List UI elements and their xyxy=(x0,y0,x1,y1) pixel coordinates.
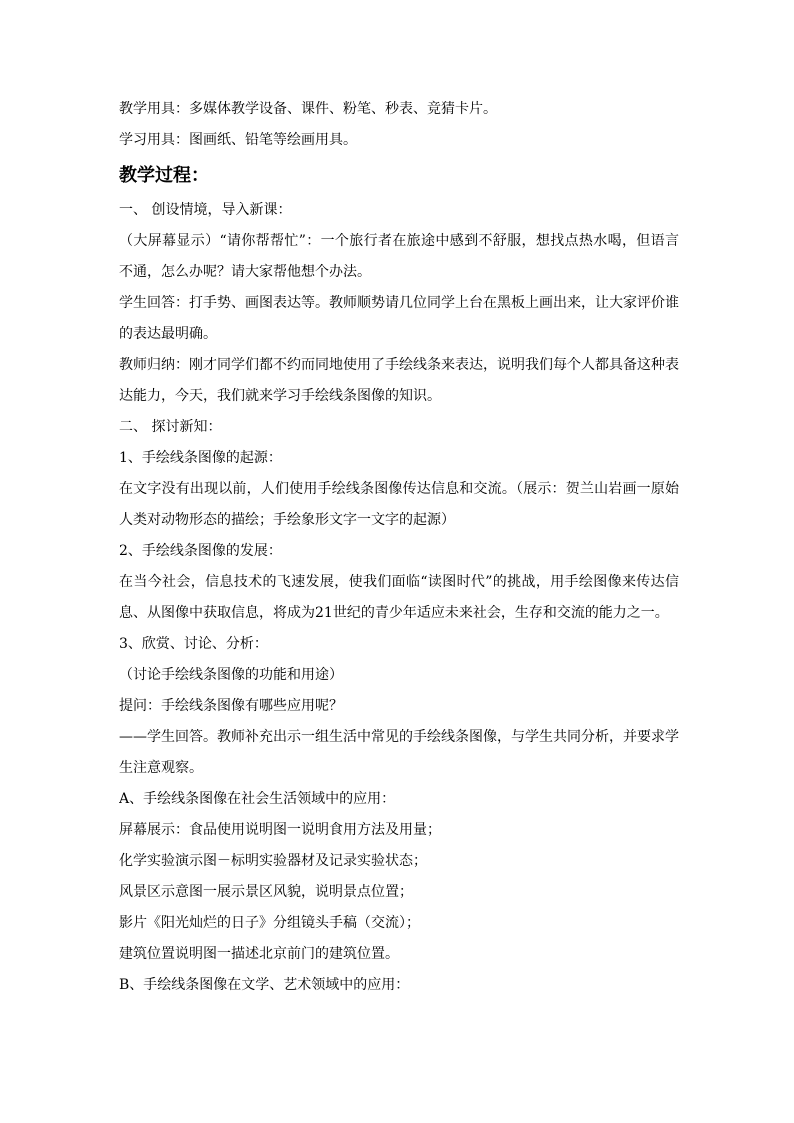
list-item-scenic-map: 风景区示意图一展示景区风貌，说明景点位置； xyxy=(119,884,413,900)
subsection-literature-art: B、手绘线条图像在文学、艺术领域中的应用： xyxy=(119,977,410,993)
paragraph-learning-tools: 学习用具：图画纸、铅笔等绘画用具。 xyxy=(119,132,357,148)
list-item-building-location: 建筑位置说明图一描述北京前门的建筑位置。 xyxy=(119,946,399,962)
subsection-development: 2、手绘线条图像的发展： xyxy=(119,543,282,559)
section-title-two: 二、 探讨新知： xyxy=(119,419,222,435)
paragraph-scenario-line-1: （大屏幕显示）“请你帮帮忙”：一个旅行者在旅途中感到不舒服，想找点热水喝，但语言 xyxy=(119,233,679,249)
document-body xyxy=(119,98,679,1005)
paragraph-teacher-summary-line-2: 达能力，今天，我们就来学习手绘线条图像的知识。 xyxy=(119,388,441,404)
paragraph-answer-line-1: ——学生回答。教师补充出示一组生活中常见的手绘线条图像，与学生共同分析，并要求学 xyxy=(119,729,679,745)
list-item-food-diagram: 屏幕展示：食品使用说明图一说明食用方法及用量； xyxy=(119,822,441,838)
paragraph-origin-line-1: 在文字没有出现以前，人们使用手绘线条图像传达信息和交流。（展示：贺兰山岩画一原始 xyxy=(119,481,679,497)
paragraph-origin-line-2: 人类对动物形态的描绘；手绘象形文字一文字的起源） xyxy=(119,512,455,528)
paragraph-development-line-2: 息、从图像中获取信息，将成为21世纪的青少年适应未来社会，生存和交流的能力之一。 xyxy=(119,605,669,621)
paragraph-development-line-1: 在当今社会，信息技术的飞速发展，使我们面临“读图时代”的挑战，用手绘图像来传达信 xyxy=(119,574,679,590)
paragraph-discussion-note: （讨论手绘线条图像的功能和用途） xyxy=(119,667,343,683)
subsection-social-life: A、手绘线条图像在社会生活领域中的应用： xyxy=(119,791,396,807)
section-heading-teaching-process: 教学过程： xyxy=(119,165,209,186)
paragraph-question: 提问：手绘线条图像有哪些应用呢？ xyxy=(119,698,343,714)
paragraph-teaching-tools: 教学用具：多媒体教学设备、课件、粉笔、秒表、竞猜卡片。 xyxy=(119,101,497,117)
paragraph-teacher-summary-line-1: 教师归纳：刚才同学们都不约而同地使用了手绘线条来表达，说明我们每个人都具备这种表 xyxy=(119,357,679,373)
list-item-chemistry-diagram: 化学实验演示图－标明实验器材及记录实验状态； xyxy=(119,853,427,869)
list-item-film-storyboard: 影片《阳光灿烂的日子》分组镜头手稿（交流）； xyxy=(119,915,420,931)
subsection-origin: 1、手绘线条图像的起源： xyxy=(119,450,282,466)
paragraph-scenario-line-2: 不通，怎么办呢？请大家帮他想个办法。 xyxy=(119,264,371,280)
paragraph-student-answer-line-1: 学生回答：打手势、画图表达等。教师顺势请几位同学上台在黑板上画出来，让大家评价谁 xyxy=(119,295,679,311)
section-title-one: 一、 创设情境，导入新课： xyxy=(119,202,292,218)
paragraph-answer-line-2: 生注意观察。 xyxy=(119,760,203,776)
paragraph-student-answer-line-2: 的表达最明确。 xyxy=(119,326,217,342)
subsection-appreciation: 3、欣赏、讨论、分析： xyxy=(119,636,268,652)
